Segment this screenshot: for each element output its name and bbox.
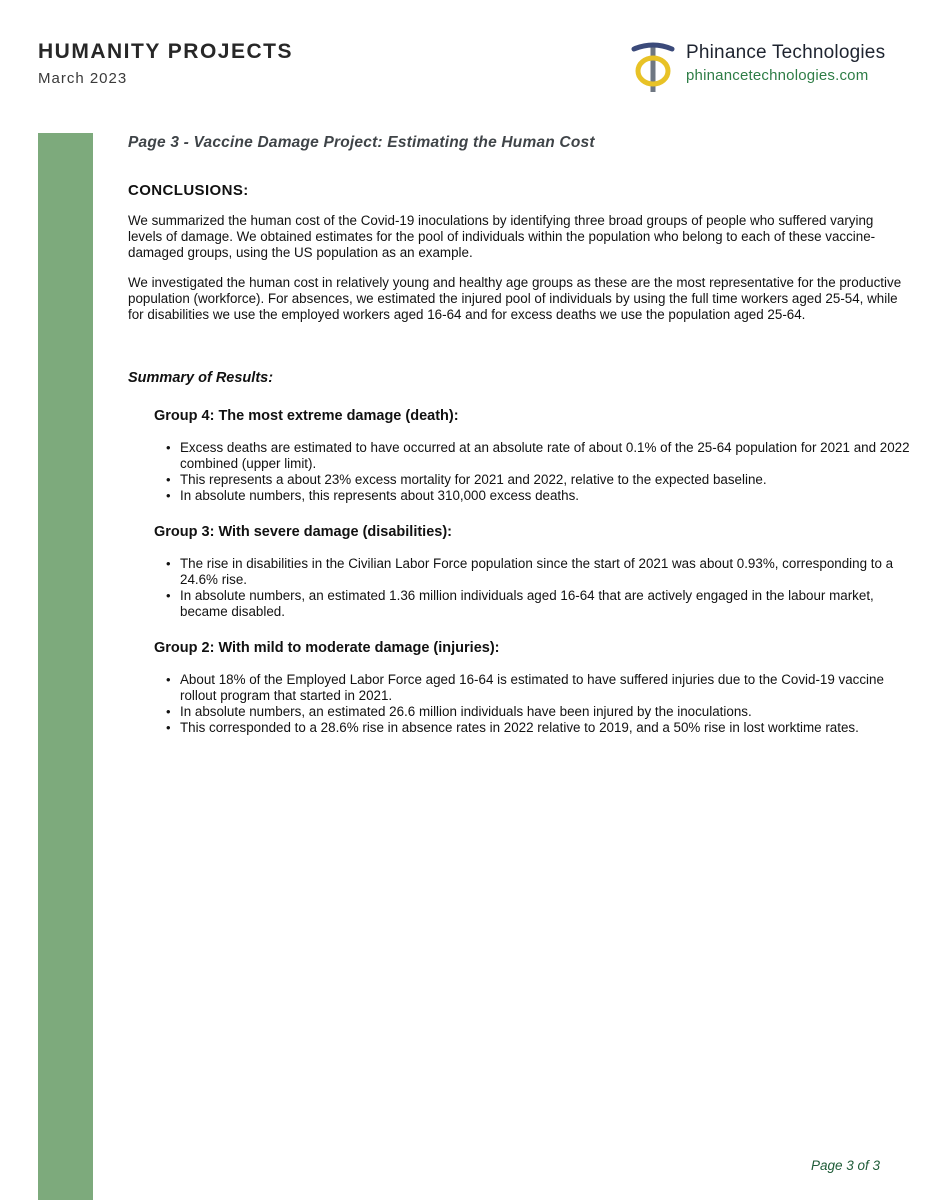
- group-2-bullet-list: [128, 672, 910, 736]
- group-4-section: [128, 408, 910, 504]
- summary-of-results-heading: Summary of Results:: [128, 370, 274, 386]
- brand-name: Phinance Technologies: [686, 42, 886, 63]
- page-title: Page 3 - Vaccine Damage Project: Estimating the Human Cost: [128, 134, 595, 151]
- group-3-bullet-list: [128, 556, 910, 620]
- paragraph: We summarized the human cost of the Covid-19 inoculations by identifying three broad groups of people who suffered varying levels of damage. We obtained estimates for the pool of individuals within the population who belong to each of these vaccine-damaged groups, using the US population as an example.: [128, 213, 876, 260]
- bullet-item: • In absolute numbers, this represents about 310,000 excess deaths.: [180, 488, 910, 504]
- bullet-item: • This corresponded to a 28.6% rise in absence rates in 2022 relative to 2019, and a 50% rise in lost worktime rates.: [180, 720, 910, 736]
- group-4-bullet-list: [128, 440, 910, 504]
- group-3-heading: Group 3: With severe damage (disabilities):: [154, 524, 452, 540]
- page-number-indicator: Page 3 of 3: [810, 1158, 880, 1173]
- header-left: [38, 40, 293, 87]
- group-3-section: [128, 524, 910, 620]
- group-2-section: [128, 640, 910, 736]
- document-title: HUMANITY PROJECTS: [38, 40, 293, 63]
- bullet-item: • In absolute numbers, an estimated 26.6 million individuals have been injured by the inoculations.: [180, 704, 910, 720]
- brand-text: [686, 38, 885, 84]
- group-4-heading: Group 4: The most extreme damage (death):: [154, 408, 459, 424]
- bullet-item: • Excess deaths are estimated to have occurred at an absolute rate of about 0.1% of the 25-64 population for 2021 and 2022 combined (upper limit).: [180, 440, 910, 472]
- bullet-item: • The rise in disabilities in the Civilian Labor Force population since the start of 2021 was about 0.93%, corresponding to a 24.6% rise.: [180, 556, 910, 588]
- green-sidebar-accent: [38, 133, 93, 1200]
- conclusions-heading: CONCLUSIONS:: [128, 182, 249, 199]
- document-date: March 2023: [38, 70, 128, 87]
- document-content: [128, 134, 910, 736]
- bullet-item: • This represents a about 23% excess mortality for 2021 and 2022, relative to the expected baseline.: [180, 472, 910, 488]
- group-2-heading: Group 2: With mild to moderate damage (injuries):: [154, 640, 500, 656]
- paragraph: We investigated the human cost in relatively young and healthy age groups as these are the most representative for the productive population (workforce). For absences, we estimated the injured pool of individuals by using the full time workers aged 25-54, while for disabilities we use the employed workers aged 16-64 and for excess deaths we use the population aged 25-64.: [128, 275, 902, 322]
- header-brand: [630, 38, 885, 94]
- brand-website-link[interactable]: phinancetechnologies.com: [686, 67, 869, 84]
- bullet-item: • In absolute numbers, an estimated 1.36 million individuals aged 16-64 that are actively engaged in the labour market, became disabled.: [180, 588, 910, 620]
- bullet-item: • About 18% of the Employed Labor Force aged 16-64 is estimated to have suffered injuries due to the Covid-19 vaccine rollout program that started in 2021.: [180, 672, 910, 704]
- phinance-phi-logo-icon: [630, 38, 676, 94]
